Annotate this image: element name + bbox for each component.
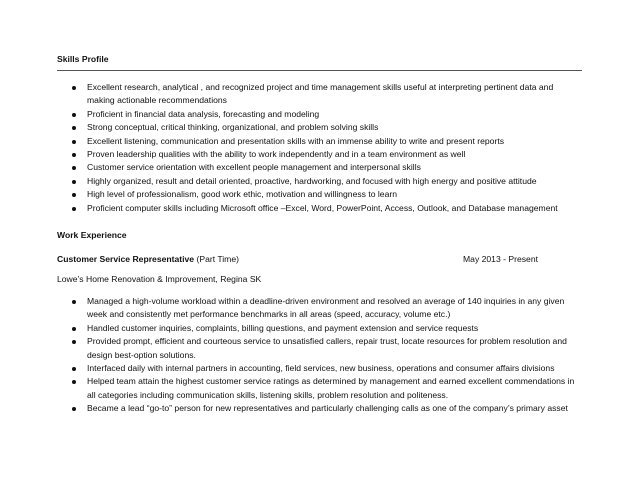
work-list-item: Managed a high-volume workload within a deadline-driven environment and resolved an average of 140 inquiries in any given week and consistently met performance benchmarks in all areas (speed, accuracy, volume etc.) (69, 295, 579, 322)
work-experience-heading: Work Experience (57, 230, 127, 240)
skills-list-item: Highly organized, result and detail oriented, proactive, hardworking, and focused with high energy and positive attitude (69, 175, 579, 188)
work-duties-list (69, 295, 579, 416)
skills-list-item: Excellent research, analytical , and recognized project and time management skills useful at interpreting pertinent data and making actionable recommendations (69, 81, 579, 108)
skills-list-item: High level of professionalism, good work ethic, motivation and willingness to learn (69, 188, 579, 201)
job-type: (Part Time) (194, 254, 239, 264)
work-list-item: Handled customer inquiries, complaints, billing questions, and payment extension and service requests (69, 322, 579, 335)
skills-profile-heading: Skills Profile (57, 54, 109, 64)
section-divider (57, 70, 582, 71)
skills-list-item: Proven leadership qualities with the ability to work independently and in a team environment as well (69, 148, 579, 161)
job-dates: May 2013 - Present (463, 254, 538, 264)
job-title: Customer Service Representative (57, 254, 195, 264)
company-name: Lowe’s Home Renovation & Improvement, Regina SK (57, 274, 262, 284)
work-list-item: Interfaced daily with internal partners in accounting, field services, new business, operations and consumer affairs divisions (69, 362, 579, 375)
skills-list-item: Excellent listening, communication and presentation skills with an immense ability to write and present reports (69, 135, 579, 148)
skills-list (69, 81, 579, 215)
work-list-item: Provided prompt, efficient and courteous service to unsatisfied callers, repair trust, locate resources for problem resolution and design best-option solutions. (69, 335, 579, 362)
work-list-item: Became a lead “go-to” person for new representatives and particularly challenging calls as one of the company’s primary asset (69, 402, 579, 415)
skills-list-item: Customer service orientation with excellent people management and interpersonal skills (69, 161, 579, 174)
work-list-item: Helped team attain the highest customer service ratings as determined by management and earned excellent commendations in all categories including communication skills, listening skills, problem resolution and politeness. (69, 375, 579, 402)
skills-list-item: Strong conceptual, critical thinking, organizational, and problem solving skills (69, 121, 579, 134)
skills-list-item: Proficient computer skills including Microsoft office –Excel, Word, PowerPoint, Access, Outlook, and Database management (69, 202, 579, 215)
skills-list-item: Proficient in financial data analysis, forecasting and modeling (69, 108, 579, 121)
